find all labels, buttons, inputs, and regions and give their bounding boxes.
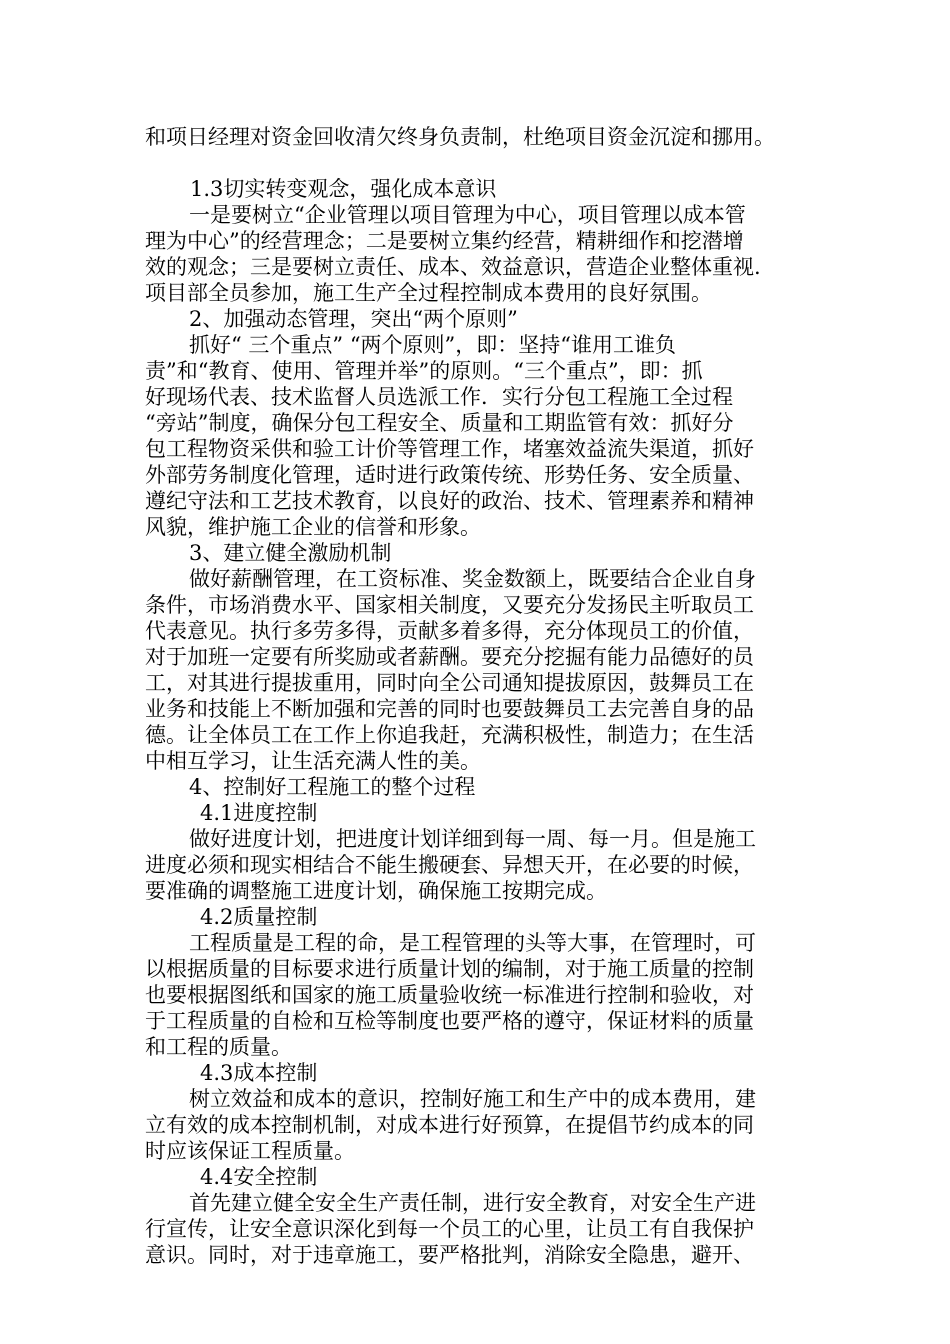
paragraph-line: 外部劳务制度化管理，适时进行政策传统、形势任务、安全质量、 bbox=[145, 463, 754, 487]
paragraph-line: 效的观念；三是要树立责任、成本、效益意识，营造企业整体重视. bbox=[145, 255, 761, 279]
subsection-heading: 4.4安全控制 bbox=[200, 1165, 318, 1189]
paragraph-line: 意识。同时，对于违章施工，要严格批判，消除安全隐患，避开、 bbox=[145, 1243, 754, 1267]
section-heading: 2、加强动态管理，突出“两个原则” bbox=[189, 307, 518, 331]
subsection-heading: 4.2质量控制 bbox=[200, 905, 318, 929]
paragraph-line: 代表意见。执行多劳多得，贡献多着多得，充分体现员工的价值， bbox=[145, 619, 754, 643]
paragraph-line: 德。让全体员工在工作上你追我赶，充满积极性，制造力；在生活 bbox=[145, 723, 754, 747]
paragraph-line: 做好薪酬管理，在工资标准、奖金数额上，既要结合企业自身 bbox=[189, 567, 756, 591]
paragraph-line: 进度必须和现实相结合不能生搬硬套、异想天开，在必要的时候， bbox=[145, 853, 754, 877]
paragraph-line: 责”和“教育、使用、管理并举”的原则。“三个重点”，即：抓 bbox=[145, 359, 703, 383]
paragraph-line: 时应该保证工程质量。 bbox=[145, 1139, 355, 1163]
paragraph-line: 包工程物资采供和验工计价等管理工作，堵塞效益流失渠道，抓好 bbox=[145, 437, 754, 461]
paragraph-line: 行宣传，让安全意识深化到每一个员工的心里，让员工有自我保护 bbox=[145, 1217, 754, 1241]
subsection-heading: 4.3成本控制 bbox=[200, 1061, 318, 1085]
paragraph-line: 中相互学习，让生活充满人性的美。 bbox=[145, 749, 481, 773]
paragraph-line: 风貌，维护施工企业的信誉和形象。 bbox=[145, 515, 481, 539]
paragraph-line: 项目部全员参加，施工生产全过程控制成本费用的良好氛围。 bbox=[145, 281, 712, 305]
paragraph-line: 做好进度计划，把进度计划详细到每一周、每一月。但是施工 bbox=[189, 827, 756, 851]
paragraph-line: “旁站”制度，确保分包工程安全、质量和工期监管有效：抓好分 bbox=[145, 411, 734, 435]
paragraph-line: 也要根据图纸和国家的施工质量验收统一标准进行控制和验收，对 bbox=[145, 983, 754, 1007]
paragraph-line: 工，对其进行提拔重用，同时向全公司通知提拔原因，鼓舞员工在 bbox=[145, 671, 754, 695]
section-heading: 1.3切实转变观念，强化成本意识 bbox=[190, 177, 497, 201]
paragraph-line: 一是要树立“企业管理以项目管理为中心，项目管理以成本管 bbox=[189, 203, 746, 227]
paragraph-line: 树立效益和成本的意识，控制好施工和生产中的成本费用，建 bbox=[189, 1087, 756, 1111]
section-heading: 3、建立健全激励机制 bbox=[189, 541, 392, 565]
paragraph-line: 要准确的调整施工进度计划，确保施工按期完成。 bbox=[145, 879, 607, 903]
paragraph-line: 和工程的质量。 bbox=[145, 1035, 292, 1059]
paragraph-line: 工程质量是工程的命，是工程管理的头等大事，在管理时，可 bbox=[189, 931, 756, 955]
paragraph-line: 和项日经理对资金回收清欠终身负责制，杜绝项目资金沉淀和挪用。 bbox=[145, 125, 775, 149]
paragraph-line: 立有效的成本控制机制，对成本进行好预算，在提倡节约成本的同 bbox=[145, 1113, 754, 1137]
paragraph-line: 首先建立健全安全生产责任制，进行安全教育，对安全生产进 bbox=[189, 1191, 756, 1215]
paragraph-line: 对于加班一定要有所奖励或者薪酬。要充分挖掘有能力品德好的员 bbox=[145, 645, 754, 669]
paragraph-line: 抓好“ 三个重点” “两个原则”，即：坚持“谁用工谁负 bbox=[189, 333, 677, 357]
paragraph-line: 遵纪守法和工艺技术教育，以良好的政治、技术、管理素养和精神 bbox=[145, 489, 754, 513]
paragraph-line: 好现场代表、技术监督人员选派工作．实行分包工程施工全过程 bbox=[145, 385, 733, 409]
subsection-heading: 4.1进度控制 bbox=[200, 801, 318, 825]
paragraph-line: 于工程质量的自检和互检等制度也要严格的遵守，保证材料的质量 bbox=[145, 1009, 754, 1033]
paragraph-line: 条件，市场消费水平、国家相关制度，又要充分发扬民主听取员工 bbox=[145, 593, 754, 617]
section-heading: 4、控制好工程施工的整个过程 bbox=[189, 775, 476, 799]
paragraph-line: 业务和技能上不断加强和完善的同时也要鼓舞员工去完善自身的品 bbox=[145, 697, 754, 721]
paragraph-line: 理为中心”的经营理念；二是要树立集约经营，精耕细作和挖潜增 bbox=[145, 229, 744, 253]
paragraph-line: 以根据质量的目标要求进行质量计划的编制，对于施工质量的控制 bbox=[145, 957, 754, 981]
